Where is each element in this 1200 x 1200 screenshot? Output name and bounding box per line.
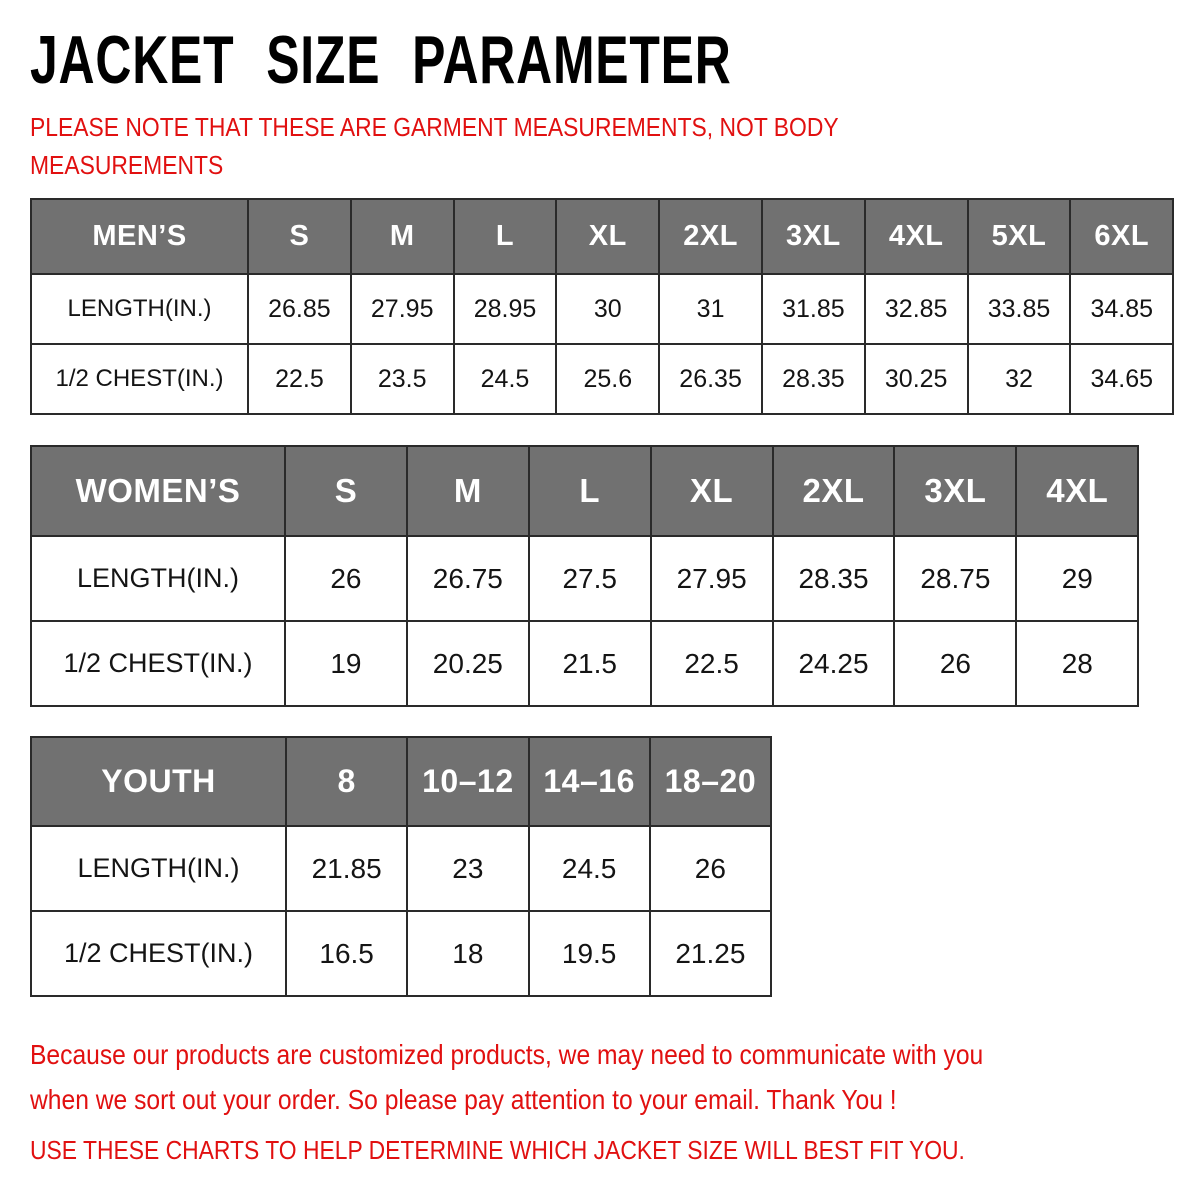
- measurement-value: 27.95: [351, 274, 454, 344]
- size-column-header: S: [248, 199, 351, 274]
- measurement-value: 26: [285, 536, 407, 621]
- measurement-value: 31: [659, 274, 762, 344]
- size-column-header: 6XL: [1070, 199, 1173, 274]
- measurement-value: 28.75: [894, 536, 1016, 621]
- size-column-header: 18–20: [650, 737, 771, 826]
- size-column-header: 3XL: [762, 199, 865, 274]
- header-row: [31, 446, 1138, 536]
- measurement-label: 1/2 CHEST(IN.): [31, 621, 285, 706]
- mens-size-table: [30, 198, 1174, 415]
- youth-size-table: [30, 736, 772, 997]
- size-column-header: 3XL: [894, 446, 1016, 536]
- header-row: [31, 737, 771, 826]
- measurement-value: 20.25: [407, 621, 529, 706]
- measurement-value: 24.5: [529, 826, 650, 911]
- measurement-value: 24.25: [773, 621, 895, 706]
- measurement-value: 22.5: [248, 344, 351, 414]
- measurement-value: 25.6: [556, 344, 659, 414]
- size-column-header: 4XL: [865, 199, 968, 274]
- measurement-value: 26: [894, 621, 1016, 706]
- measurement-value: 18: [407, 911, 528, 996]
- garment-measurement-note: [30, 108, 839, 184]
- footer-line-1: Because our products are customized products, we may need to communicate with you: [30, 1039, 984, 1070]
- measurement-label: 1/2 CHEST(IN.): [31, 911, 286, 996]
- size-column-header: 5XL: [968, 199, 1071, 274]
- size-column-header: XL: [651, 446, 773, 536]
- measurement-value: 27.95: [651, 536, 773, 621]
- measurement-value: 30: [556, 274, 659, 344]
- measurement-value: 26: [650, 826, 771, 911]
- measurement-value: 34.85: [1070, 274, 1173, 344]
- size-column-header: S: [285, 446, 407, 536]
- measurement-value: 31.85: [762, 274, 865, 344]
- table-category-header: YOUTH: [31, 737, 286, 826]
- length-row: [31, 274, 1173, 344]
- measurement-value: 32: [968, 344, 1071, 414]
- measurement-label: LENGTH(IN.): [31, 826, 286, 911]
- size-column-header: 8: [286, 737, 407, 826]
- measurement-value: 28.95: [454, 274, 557, 344]
- chest-row: [31, 911, 771, 996]
- size-column-header: XL: [556, 199, 659, 274]
- size-column-header: M: [351, 199, 454, 274]
- measurement-label: 1/2 CHEST(IN.): [31, 344, 248, 414]
- measurement-value: 26.35: [659, 344, 762, 414]
- measurement-value: 19.5: [529, 911, 650, 996]
- header-row: [31, 199, 1173, 274]
- length-row: [31, 826, 771, 911]
- measurement-value: 24.5: [454, 344, 557, 414]
- size-column-header: 14–16: [529, 737, 650, 826]
- footer-line-2: when we sort out your order. So please pay attention to your email. Thank You !: [30, 1084, 897, 1115]
- size-column-header: 2XL: [773, 446, 895, 536]
- chart-usage-advice: USE THESE CHARTS TO HELP DETERMINE WHICH JACKET SIZE WILL BEST FIT YOU.: [30, 1135, 965, 1165]
- measurement-value: 26.75: [407, 536, 529, 621]
- note-line-1: PLEASE NOTE THAT THESE ARE GARMENT MEASUREMENTS, NOT BODY: [30, 112, 839, 142]
- measurement-value: 22.5: [651, 621, 773, 706]
- measurement-value: 23.5: [351, 344, 454, 414]
- measurement-value: 29: [1016, 536, 1138, 621]
- table-category-header: MEN’S: [31, 199, 248, 274]
- measurement-value: 26.85: [248, 274, 351, 344]
- size-column-header: 4XL: [1016, 446, 1138, 536]
- measurement-value: 23: [407, 826, 528, 911]
- table-category-header: WOMEN’S: [31, 446, 285, 536]
- womens-size-table: [30, 445, 1139, 707]
- measurement-value: 27.5: [529, 536, 651, 621]
- length-row: [31, 536, 1138, 621]
- measurement-value: 34.65: [1070, 344, 1173, 414]
- customization-notice: [30, 1032, 983, 1122]
- measurement-value: 16.5: [286, 911, 407, 996]
- measurement-value: 28.35: [762, 344, 865, 414]
- measurement-label: LENGTH(IN.): [31, 274, 248, 344]
- size-column-header: 10–12: [407, 737, 528, 826]
- measurement-value: 19: [285, 621, 407, 706]
- note-line-2: MEASUREMENTS: [30, 150, 224, 180]
- measurement-value: 21.5: [529, 621, 651, 706]
- measurement-value: 21.25: [650, 911, 771, 996]
- page-title: JACKET SIZE PARAMETER: [30, 21, 732, 99]
- size-column-header: L: [454, 199, 557, 274]
- measurement-value: 21.85: [286, 826, 407, 911]
- size-column-header: 2XL: [659, 199, 762, 274]
- size-column-header: M: [407, 446, 529, 536]
- measurement-value: 30.25: [865, 344, 968, 414]
- measurement-label: LENGTH(IN.): [31, 536, 285, 621]
- chest-row: [31, 621, 1138, 706]
- measurement-value: 33.85: [968, 274, 1071, 344]
- measurement-value: 32.85: [865, 274, 968, 344]
- measurement-value: 28.35: [773, 536, 895, 621]
- measurement-value: 28: [1016, 621, 1138, 706]
- size-column-header: L: [529, 446, 651, 536]
- chest-row: [31, 344, 1173, 414]
